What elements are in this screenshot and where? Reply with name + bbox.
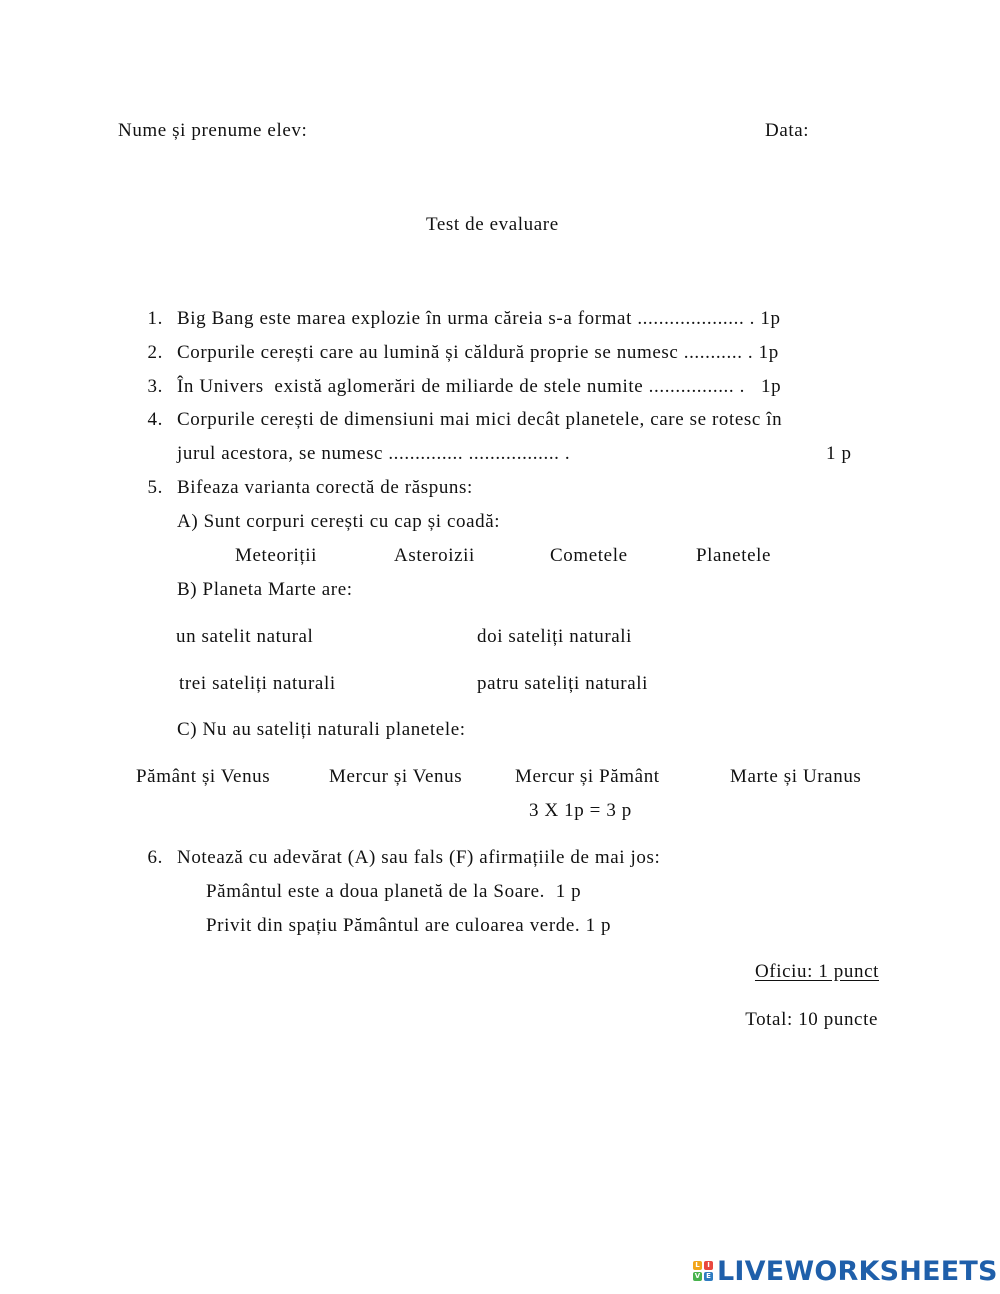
option-c-4[interactable]: Marte și Uranus bbox=[730, 766, 862, 787]
total-points: Total: 10 puncte bbox=[745, 1009, 878, 1030]
question-number: 4. bbox=[147, 409, 163, 430]
option-b-2[interactable]: doi sateliți naturali bbox=[477, 626, 633, 647]
subquestion-b-prompt: B) Planeta Marte are: bbox=[177, 579, 353, 600]
question-number: 1. bbox=[147, 308, 163, 329]
question-number: 2. bbox=[147, 342, 163, 363]
page-title: Test de evaluare bbox=[426, 214, 559, 235]
question-text: Corpurile cerești care au lumină și căldură proprie se numesc ........... . 1p bbox=[177, 342, 779, 363]
logo-mark-square: E bbox=[704, 1272, 713, 1281]
question-text: Notează cu adevărat (A) sau fals (F) afirmațiile de mai jos: bbox=[177, 847, 661, 868]
date-label: Data: bbox=[765, 120, 810, 141]
question-text: În Univers există aglomerări de miliarde de stele numite ................ . 1p bbox=[177, 376, 782, 397]
logo-mark-square: L bbox=[693, 1261, 702, 1270]
question-number: 3. bbox=[147, 376, 163, 397]
option-b-3[interactable]: trei sateliți naturali bbox=[179, 673, 336, 694]
option-c-2[interactable]: Mercur și Venus bbox=[329, 766, 463, 787]
question-points: 1 p bbox=[826, 443, 852, 464]
logo-mark-icon bbox=[693, 1261, 713, 1281]
question-text: Big Bang este marea explozie în urma căreia s-a format .................... . 1p bbox=[177, 308, 781, 329]
logo-mark-square: V bbox=[694, 1272, 701, 1280]
option-a-1[interactable]: Meteoriții bbox=[235, 545, 317, 566]
student-name-label: Nume și prenume elev: bbox=[118, 120, 308, 141]
question-number: 5. bbox=[147, 477, 163, 498]
question-text-continued: jurul acestora, se numesc .............. ................. . bbox=[177, 443, 571, 464]
subquestion-a-prompt: A) Sunt corpuri cerești cu cap și coadă: bbox=[177, 511, 501, 532]
statement-2: Privit din spațiu Pământul are culoarea verde. 1 p bbox=[206, 915, 612, 936]
liveworksheets-logo bbox=[693, 1256, 998, 1286]
option-a-3[interactable]: Cometele bbox=[550, 545, 628, 566]
statement-1: Pământul este a doua planetă de la Soare. 1 p bbox=[206, 881, 582, 902]
logo-text: LIVEWORKSHEETS bbox=[717, 1255, 998, 1287]
question-text: Corpurile cerești de dimensiuni mai mici decât planetele, care se rotesc în bbox=[177, 409, 783, 430]
subquestion-c-prompt: C) Nu au sateliți naturali planetele: bbox=[177, 719, 466, 740]
option-a-2[interactable]: Asteroizii bbox=[394, 545, 475, 566]
oficiu-points: Oficiu: 1 punct bbox=[754, 961, 879, 982]
option-c-1[interactable]: Pământ și Venus bbox=[136, 766, 271, 787]
question-5-score: 3 X 1p = 3 p bbox=[529, 800, 632, 821]
option-b-1[interactable]: un satelit natural bbox=[176, 626, 314, 647]
option-c-3[interactable]: Mercur și Pământ bbox=[515, 766, 660, 787]
logo-mark-square: I bbox=[704, 1261, 713, 1270]
option-a-4[interactable]: Planetele bbox=[696, 545, 772, 566]
question-text: Bifeaza varianta corectă de răspuns: bbox=[177, 477, 473, 498]
question-number: 6. bbox=[147, 847, 163, 868]
option-b-4[interactable]: patru sateliți naturali bbox=[477, 673, 649, 694]
